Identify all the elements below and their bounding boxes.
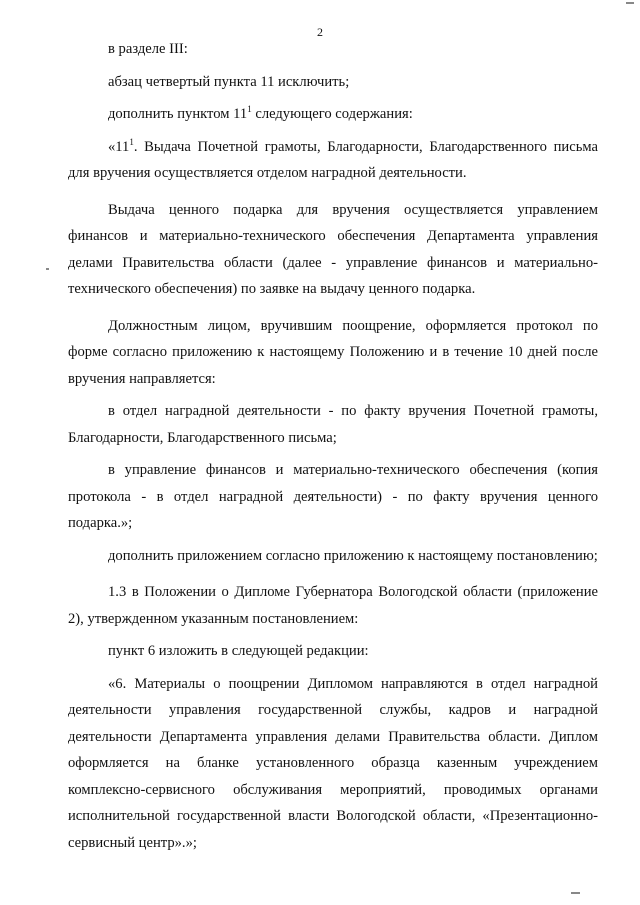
paragraph-to-awards-dept: в отдел наградной деятельности - по факту вручения Почетной грамоты, Благодарности, Благодарственного письма; (68, 403, 598, 446)
superscript-1: 1 (247, 104, 252, 114)
document-body (68, 36, 598, 856)
paragraph-6-text: «6. Материалы о поощрении Дипломом направляются в отдел наградной деятельности управления государственной службы, кадров и наградной деятельности Департамента управления делами Правительства области. Диплом оформляется на бланке установленного образца казенным учреждением комплексно-сервисного обслуживания мероприятий, проводимых органами исполнительной государственной власти Вологодской области, «Презентационно-сервисный центр».»; (68, 675, 598, 851)
paragraph-exclude-11: абзац четвертый пункта 11 исключить; (108, 73, 350, 90)
paragraph-section-3: в разделе III: (108, 41, 188, 57)
paragraph-gift-issue: Выдача ценного подарка для вручения осуществляется управлением финансов и материально-технического обеспечения Департамента управления делами Правительства области (далее - управление финансов и материально-технического обеспечения) по заявке на выдачу ценного подарка. (68, 201, 598, 297)
paragraph-add-11-1-part-a: дополнить пунктом 11 (108, 106, 248, 122)
paragraph-to-finance-dept: в управление финансов и материально-технического обеспечения (копия протокола - в отдел наградной деятельности) - по факту вручения ценного подарка.»; (68, 462, 598, 531)
paragraph-add-11-1-part-b: следующего содержания: (251, 106, 413, 122)
paragraph-protocol: Должностным лицом, вручившим поощрение, оформляется протокол по форме согласно приложению к настоящему Положению и в течение 10 дней после вручения направляется: (68, 317, 598, 387)
paragraph-11-1-part-a: «11 (108, 138, 130, 155)
paragraph-add-11-1 (68, 101, 598, 128)
paragraph-add-appendix: дополнить приложением согласно приложению к настоящему постановлению; (108, 547, 598, 564)
paragraph-1-3-diploma: 1.3 в Положении о Дипломе Губернатора Вологодской области (приложение 2), утвержденном указанным постановлением: (68, 584, 598, 627)
paragraph-11-1-part-b: . Выдача Почетной грамоты, Благодарности, Благодарственного письма для вручения осуществляется отделом наградной деятельности. (68, 138, 598, 181)
superscript-1: 1 (129, 136, 134, 147)
scan-artifact-top-right (626, 2, 634, 4)
scan-artifact-bottom-right (571, 892, 580, 894)
scan-artifact-left (46, 268, 49, 270)
paragraph-point-6: пункт 6 изложить в следующей редакции: (108, 643, 369, 659)
paragraph-11-1-text (68, 134, 598, 187)
page-number: 2 (317, 25, 323, 39)
